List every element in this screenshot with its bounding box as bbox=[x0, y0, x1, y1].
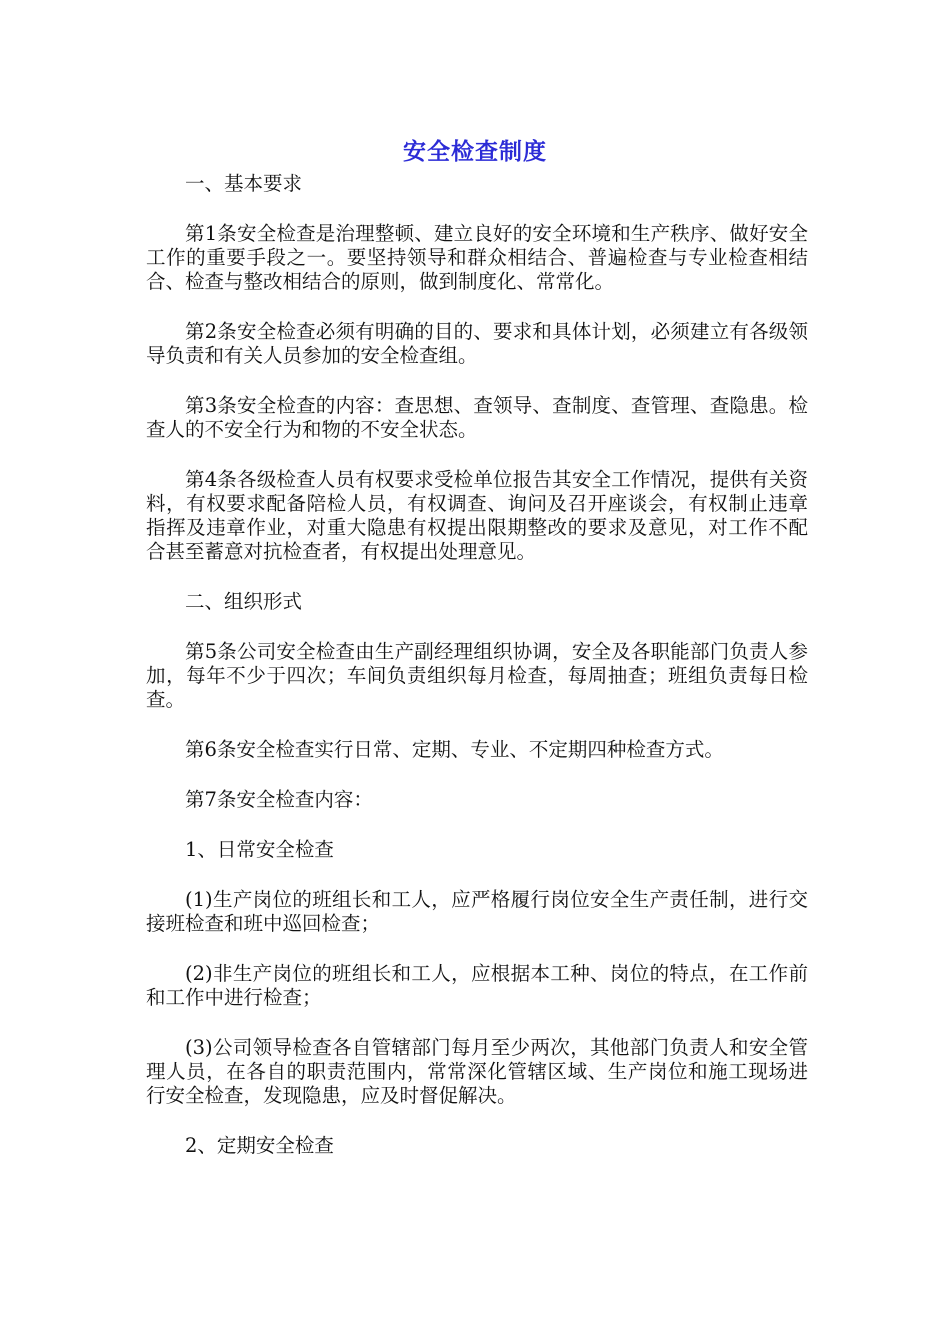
article-1-paragraph: 第1条安全检查是治理整顿、建立良好的安全环境和生产秩序、做好安全工作的重要手段之一。要坚持领导和群众相结合、普遍检查与专业检查相结合、检查与整改相结合的原则，做到制度化、常常化。 bbox=[146, 222, 808, 293]
list-item-1: (1)生产岗位的班组长和工人，应严格履行岗位安全生产责任制，进行交接班检查和班中巡回检查； bbox=[146, 888, 808, 935]
document-body bbox=[146, 172, 808, 1184]
article-3-paragraph: 第3条安全检查的内容：查思想、查领导、查制度、查管理、查隐患。检查人的不安全行为和物的不安全状态。 bbox=[146, 394, 808, 441]
subsection-daily-inspection: 1、日常安全检查 bbox=[185, 838, 334, 861]
list-item-2: (2)非生产岗位的班组长和工人，应根据本工种、岗位的特点，在工作前和工作中进行检查； bbox=[146, 962, 808, 1009]
subsection-periodic-inspection: 2、定期安全检查 bbox=[185, 1134, 334, 1157]
section-heading-basic-requirements: 一、基本要求 bbox=[185, 172, 303, 195]
article-6-paragraph: 第6条安全检查实行日常、定期、专业、不定期四种检查方式。 bbox=[185, 738, 724, 761]
article-2-paragraph: 第2条安全检查必须有明确的目的、要求和具体计划，必须建立有各级领导负责和有关人员参加的安全检查组。 bbox=[146, 320, 808, 367]
article-5-paragraph: 第5条公司安全检查由生产副经理组织协调，安全及各职能部门负责人参加，每年不少于四次；车间负责组织每月检查，每周抽查；班组负责每日检查。 bbox=[146, 640, 808, 711]
article-4-paragraph: 第4条各级检查人员有权要求受检单位报告其安全工作情况，提供有关资料，有权要求配备陪检人员，有权调查、询问及召开座谈会，有权制止违章指挥及违章作业，对重大隐患有权提出限期整改的要求及意见，对工作不配合甚至蓄意对抗检查者，有权提出处理意见。 bbox=[146, 468, 808, 563]
section-heading-organization: 二、组织形式 bbox=[185, 590, 303, 613]
article-7-paragraph: 第7条安全检查内容： bbox=[185, 788, 373, 811]
list-item-3: (3)公司领导检查各自管辖部门每月至少两次，其他部门负责人和安全管理人员，在各自的职责范围内，常常深化管辖区域、生产岗位和施工现场进行安全检查，发现隐患，应及时督促解决。 bbox=[146, 1036, 808, 1107]
document-title: 安全检查制度 bbox=[403, 139, 547, 165]
